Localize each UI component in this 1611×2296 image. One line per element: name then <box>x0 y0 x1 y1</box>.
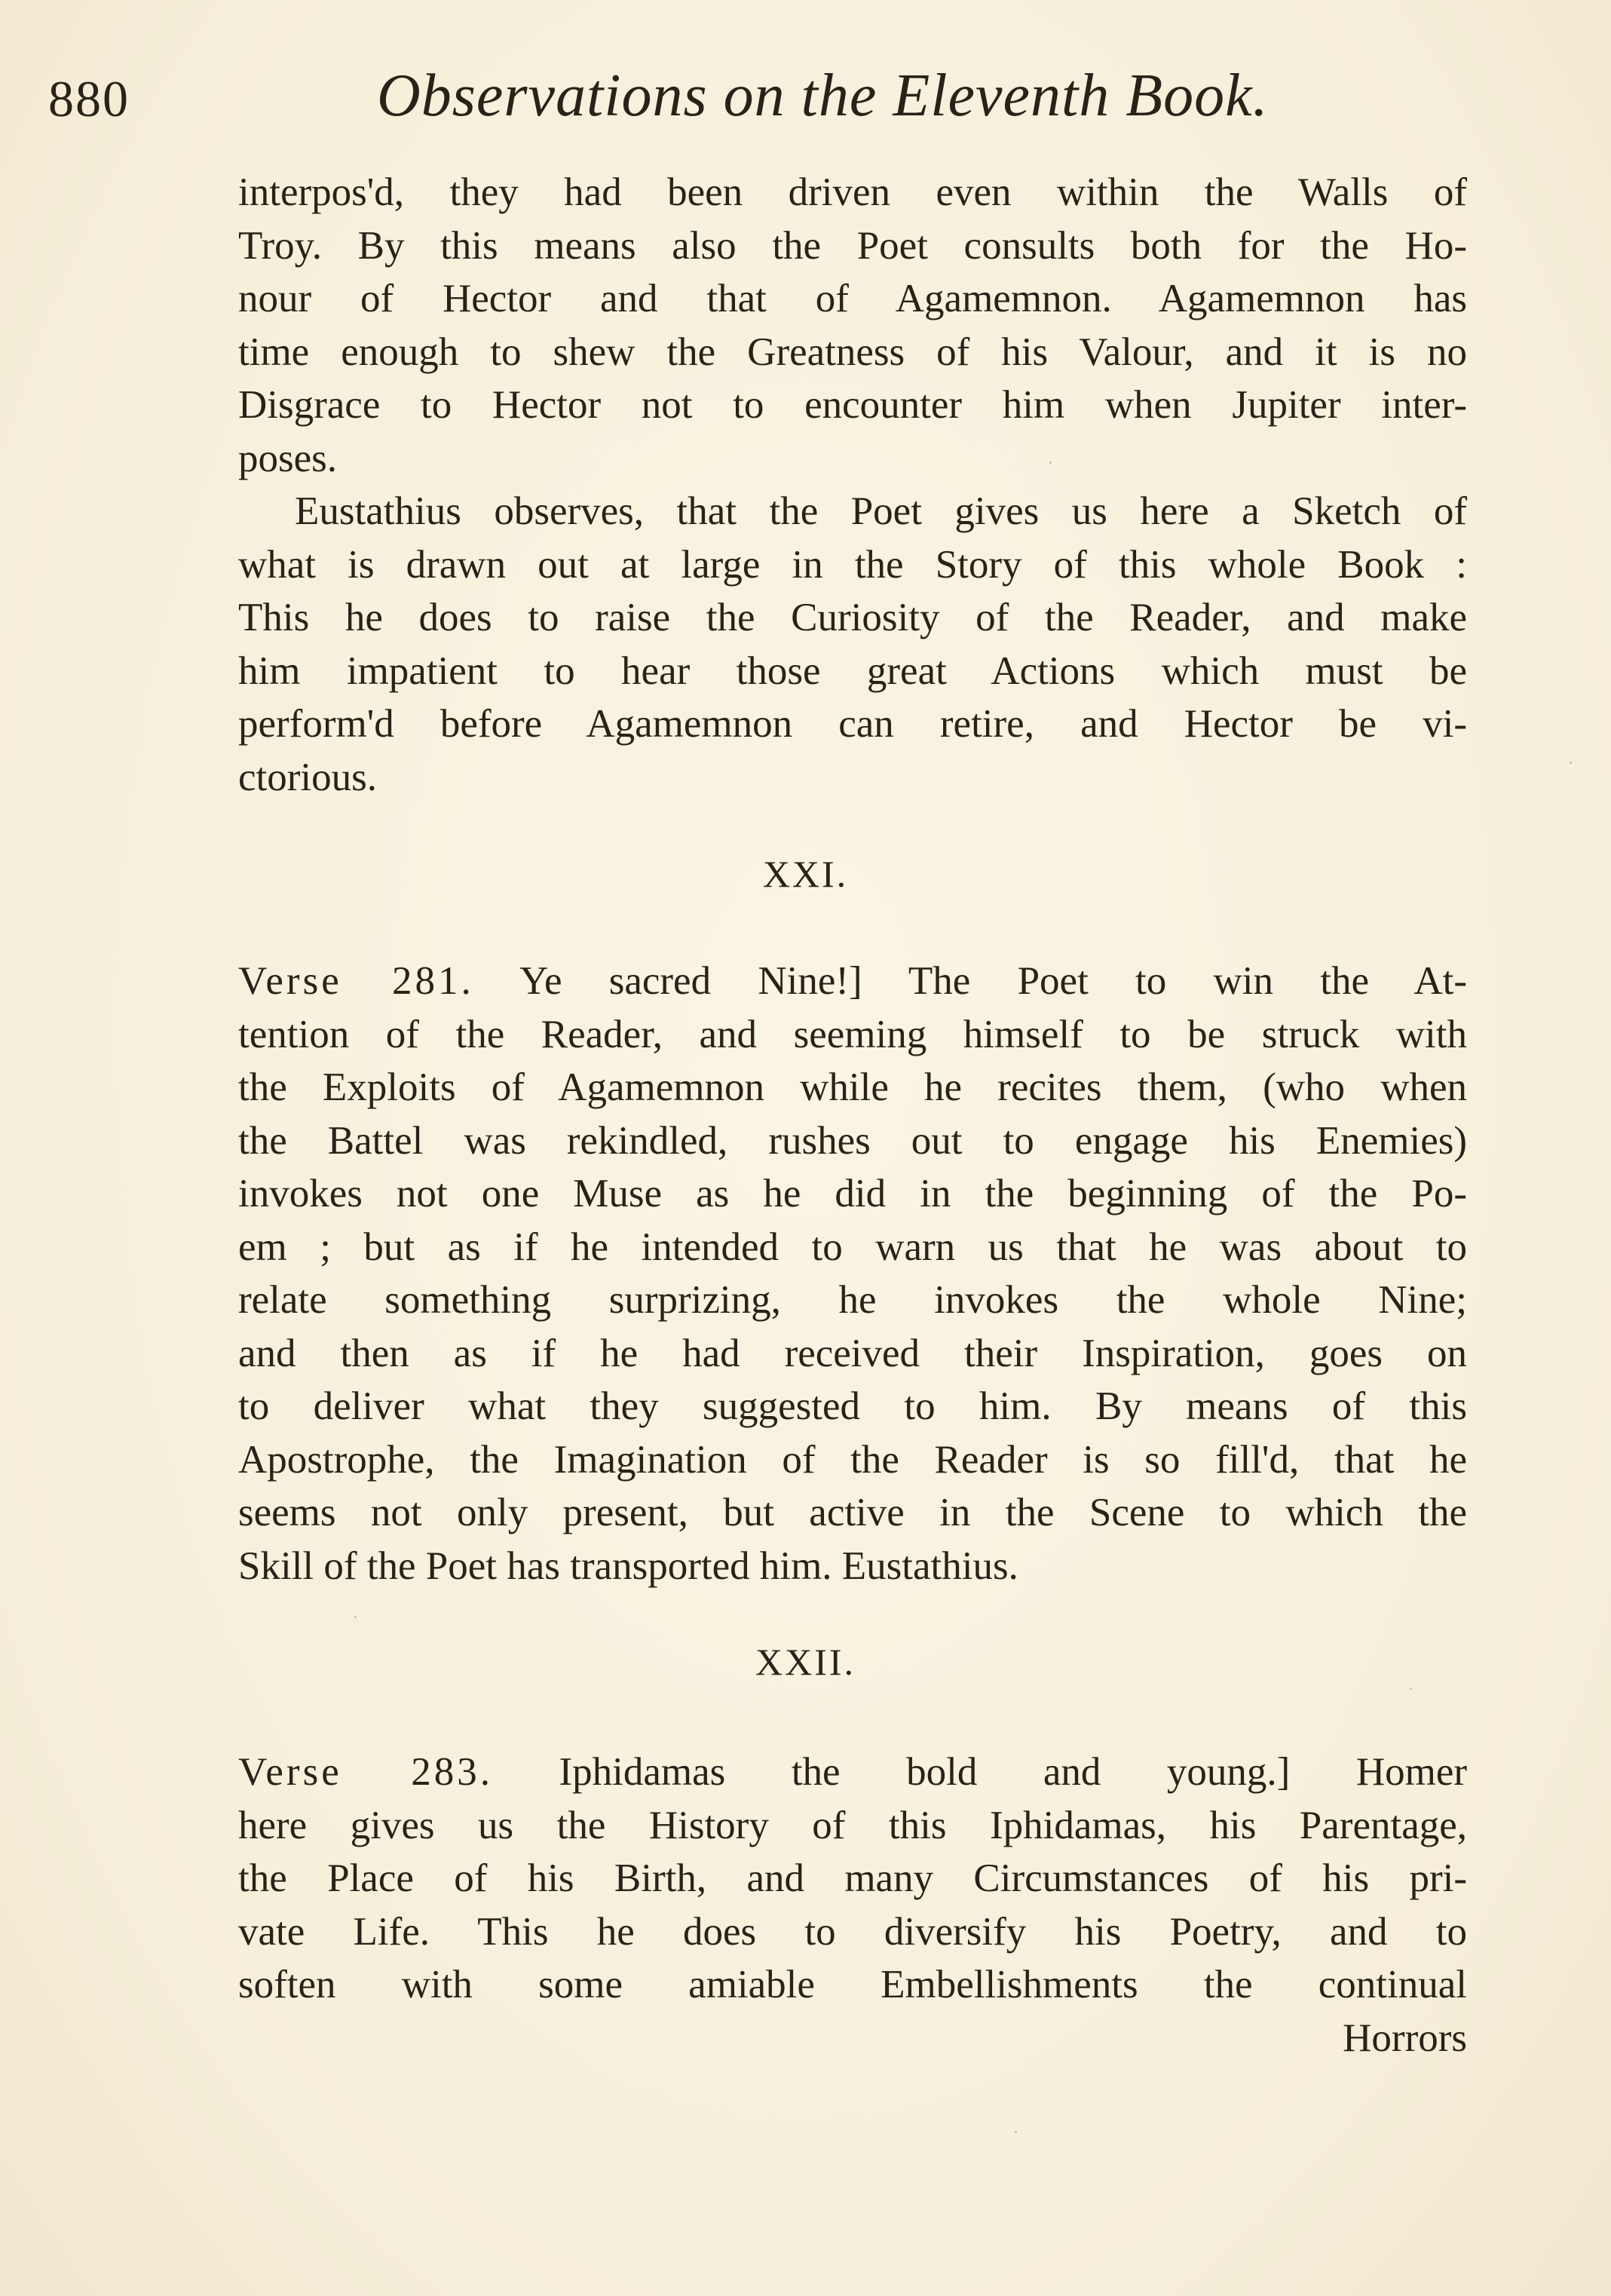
text-line <box>238 1746 1467 1799</box>
paragraph-continuation <box>238 166 1467 804</box>
text-line: time enough to shew the Greatness of his Valour, and it is no <box>238 330 1467 374</box>
text-line: the Exploits of Agamemnon while he recites them, (who when <box>238 1065 1467 1109</box>
paper-speck <box>354 1616 357 1618</box>
text-line-body: Ye sacred Nine!] The Poet to win the At- <box>519 959 1467 1003</box>
text-line: seems not only present, but active in the Scene to which the <box>238 1491 1467 1534</box>
text-line: em ; but as if he intended to warn us that he was about to <box>238 1225 1467 1269</box>
verse-reference: Verse 281. <box>238 959 474 1003</box>
text-line: the Place of his Birth, and many Circumstances of his pri- <box>238 1856 1467 1900</box>
paper-speck <box>1410 1688 1412 1690</box>
section-xxii-text <box>238 1746 1467 2065</box>
catchword: Horrors <box>1343 2016 1467 2060</box>
text-line: to deliver what they suggested to him. By means of this <box>238 1384 1467 1428</box>
text-line: soften with some amiable Embellishments the continual <box>238 1963 1467 2006</box>
text-line: and then as if he had received their Inspiration, goes on <box>238 1331 1467 1375</box>
text-line: the Battel was rekindled, rushes out to engage his Enemies) <box>238 1118 1467 1163</box>
text-line: Disgrace to Hector not to encounter him when Jupiter inter- <box>238 383 1467 427</box>
text-line: Eustathius observes, that the Poet gives us here a Sketch of <box>295 489 1467 533</box>
page-header <box>45 63 1478 152</box>
paper-speck <box>1570 762 1572 764</box>
text-line: ctorious. <box>238 755 377 799</box>
text-line <box>238 955 1467 1008</box>
text-line: Skill of the Poet has transported him. Eustathius. <box>238 1543 1018 1588</box>
text-line-body: Iphidamas the bold and young.] Homer <box>559 1750 1467 1794</box>
text-line: him impatient to hear those great Actions which must be <box>238 648 1467 693</box>
text-line: interpos'd, they had been driven even within the Walls of <box>238 170 1467 214</box>
section-heading-xxii: XXII. <box>755 1641 856 1683</box>
section-heading-xxi: XXI. <box>762 853 849 895</box>
paper-speck <box>1015 2131 1017 2133</box>
section-xxi-text <box>238 955 1467 1592</box>
text-line: tention of the Reader, and seeming himself to be struck with <box>238 1012 1467 1056</box>
running-title: Observations on the Eleventh Book. <box>377 63 1269 129</box>
text-line: perform'd before Agamemnon can retire, and Hector be vi- <box>238 702 1467 746</box>
text-line: vate Life. This he does to diversify his Poetry, and to <box>238 1909 1467 1954</box>
text-line: relate something surprizing, he invokes the whole Nine; <box>238 1278 1467 1322</box>
text-line: Apostrophe, the Imagination of the Reader is so fill'd, that he <box>238 1437 1467 1482</box>
text-line: what is drawn out at large in the Story of this whole Book : <box>238 542 1467 587</box>
text-line: This he does to raise the Curiosity of the Reader, and make <box>238 596 1467 639</box>
text-line: poses. <box>238 436 338 480</box>
text-line: invokes not one Muse as he did in the beginning of the Po- <box>238 1172 1467 1215</box>
text-line: Troy. By this means also the Poet consults both for the Ho- <box>238 223 1467 268</box>
verse-reference: Verse 283. <box>238 1750 493 1794</box>
text-line: here gives us the History of this Iphidamas, his Parentage, <box>238 1803 1467 1847</box>
paper-speck <box>1049 461 1052 464</box>
page-number: 880 <box>48 70 130 127</box>
text-line: nour of Hector and that of Agamemnon. Agamemnon has <box>238 277 1467 320</box>
